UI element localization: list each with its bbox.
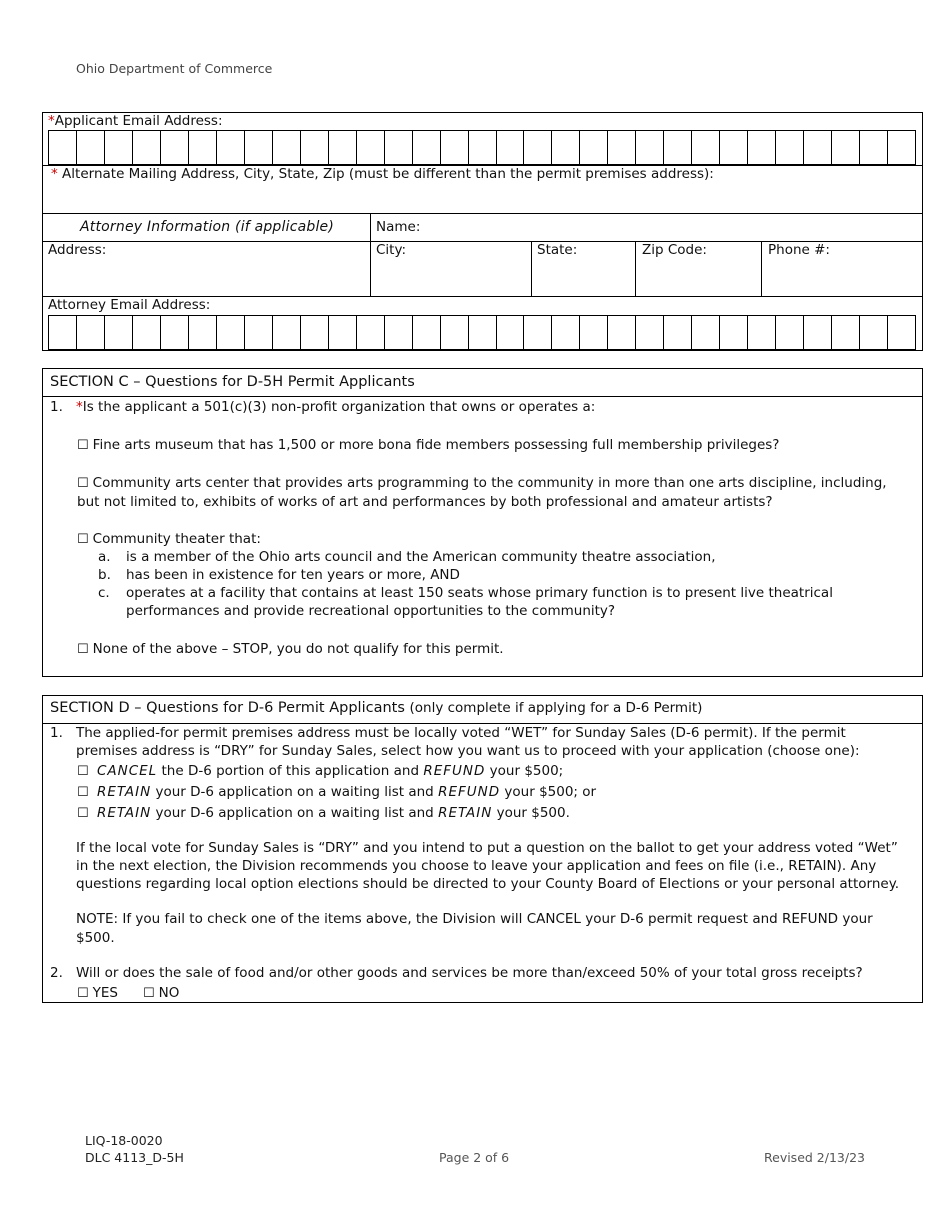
option-retain-refund: ☐ RETAIN your D-6 application on a waiting list and REFUND your $500; or: [77, 784, 597, 800]
sub-item-b-letter: b.: [98, 567, 111, 583]
section-c-q1-number: 1.: [50, 399, 63, 415]
sunday-sales-paragraph-line2: in the next election, the Division recommends you choose to leave your application and fees on file (i.e., RETAIN). Any: [76, 858, 877, 874]
attorney-heading: Attorney Information (if applicable): [80, 219, 335, 235]
option-community-arts-center-cont: but not limited to, exhibits of works of art and performances by both professional and amateur artists?: [77, 494, 773, 510]
email-char-cell[interactable]: [524, 316, 552, 349]
email-char-cell[interactable]: [832, 316, 860, 349]
email-char-cell[interactable]: [524, 131, 552, 164]
required-marker: *: [76, 399, 83, 415]
email-char-cell[interactable]: [580, 131, 608, 164]
attorney-city-label: City:: [376, 242, 407, 258]
checkbox-museum[interactable]: ☐: [77, 438, 89, 453]
section-d-q1-number: 1.: [50, 725, 63, 741]
sunday-sales-paragraph-line3: questions regarding local option elections should be directed to your County Board of Elections or your personal attorney.: [76, 876, 900, 892]
email-char-cell[interactable]: [469, 316, 497, 349]
email-char-cell[interactable]: [441, 316, 469, 349]
email-char-cell[interactable]: [217, 131, 245, 164]
email-char-cell[interactable]: [776, 316, 804, 349]
email-char-cell[interactable]: [329, 131, 357, 164]
section-d-title: SECTION D – Questions for D-6 Permit Applicants (only complete if applying for a D-6 Permit): [50, 700, 703, 716]
email-char-cell[interactable]: [357, 131, 385, 164]
email-char-cell[interactable]: [49, 131, 77, 164]
email-char-cell[interactable]: [720, 316, 748, 349]
attorney-state-label: State:: [537, 242, 578, 258]
checkbox-theater[interactable]: ☐: [77, 532, 89, 547]
alt-mailing-input[interactable]: [46, 186, 918, 212]
email-char-cell[interactable]: [49, 316, 77, 349]
email-char-cell[interactable]: [133, 316, 161, 349]
sub-item-c-cont: performances and provide recreational opportunities to the community?: [126, 603, 616, 619]
attorney-zip-input[interactable]: [640, 260, 758, 294]
note-line1: NOTE: If you fail to check one of the items above, the Division will CANCEL your D-6 permit request and REFUND your: [76, 911, 873, 927]
sub-item-c: operates at a facility that contains at least 150 seats whose primary function is to present live theatrical: [126, 585, 833, 601]
form-id: LIQ-18-0020: [85, 1133, 163, 1148]
email-char-cell[interactable]: [161, 131, 189, 164]
agency-name: Ohio Department of Commerce: [76, 61, 273, 76]
email-char-cell[interactable]: [441, 131, 469, 164]
revised-date: Revised 2/13/23: [764, 1150, 865, 1165]
email-char-cell[interactable]: [748, 316, 776, 349]
attorney-email-input[interactable]: [48, 315, 916, 350]
form-code: DLC 4113_D-5H: [85, 1150, 184, 1165]
section-d-q2-text: Will or does the sale of food and/or other goods and services be more than/exceed 50% of your total gross receipts?: [76, 965, 863, 981]
section-c-title: SECTION C – Questions for D-5H Permit Applicants: [50, 374, 415, 390]
applicant-email-input[interactable]: [48, 130, 916, 165]
checkbox-yes[interactable]: ☐: [77, 986, 89, 1001]
section-d-q1-line1: The applied-for permit premises address must be locally voted “WET” for Sunday Sales (D-6 permit). If the permit: [76, 725, 846, 741]
checkbox-retain-retain[interactable]: ☐: [77, 806, 89, 821]
yes-option: ☐ YES: [77, 985, 119, 1001]
attorney-phone-input[interactable]: [765, 260, 919, 294]
email-char-cell[interactable]: [469, 131, 497, 164]
sub-item-c-letter: c.: [98, 585, 110, 601]
email-char-cell[interactable]: [497, 131, 525, 164]
note-line2: $500.: [76, 930, 115, 946]
email-char-cell[interactable]: [608, 316, 636, 349]
email-char-cell[interactable]: [385, 131, 413, 164]
section-d-q2-number: 2.: [50, 965, 63, 981]
option-retain-retain: ☐ RETAIN your D-6 application on a waiting list and RETAIN your $500.: [77, 805, 570, 821]
checkbox-no[interactable]: ☐: [143, 986, 155, 1001]
attorney-name-input[interactable]: [420, 215, 918, 239]
email-char-cell[interactable]: [497, 316, 525, 349]
section-d-note: (only complete if applying for a D-6 Permit): [409, 700, 703, 716]
checkbox-cancel-refund[interactable]: ☐: [77, 764, 89, 779]
email-char-cell[interactable]: [664, 316, 692, 349]
email-char-cell[interactable]: [860, 131, 888, 164]
sub-item-b: has been in existence for ten years or more, AND: [126, 567, 460, 583]
email-char-cell[interactable]: [413, 131, 441, 164]
email-char-cell[interactable]: [245, 131, 273, 164]
email-char-cell[interactable]: [748, 131, 776, 164]
required-marker: *: [51, 166, 58, 182]
email-char-cell[interactable]: [105, 131, 133, 164]
attorney-email-label: Attorney Email Address:: [48, 297, 211, 313]
email-char-cell[interactable]: [357, 316, 385, 349]
email-char-cell[interactable]: [273, 316, 301, 349]
attorney-zip-label: Zip Code:: [642, 242, 707, 258]
attorney-phone-label: Phone #:: [768, 242, 830, 258]
email-char-cell[interactable]: [552, 131, 580, 164]
sub-item-a: is a member of the Ohio arts council and the American community theatre association,: [126, 549, 716, 565]
alt-mailing-label: * Alternate Mailing Address, City, State, Zip (must be different than the permit premises address):: [51, 166, 714, 182]
attorney-city-input[interactable]: [374, 260, 528, 294]
no-option: ☐ NO: [143, 985, 180, 1001]
section-c-q1-text: *Is the applicant a 501(c)(3) non-profit organization that owns or operates a:: [76, 399, 596, 415]
email-char-cell[interactable]: [608, 131, 636, 164]
email-char-cell[interactable]: [217, 316, 245, 349]
page-number: Page 2 of 6: [439, 1150, 510, 1165]
email-char-cell[interactable]: [580, 316, 608, 349]
email-char-cell[interactable]: [692, 131, 720, 164]
email-char-cell[interactable]: [301, 316, 329, 349]
email-char-cell[interactable]: [636, 131, 664, 164]
email-char-cell[interactable]: [888, 316, 915, 349]
attorney-address-label: Address:: [48, 242, 107, 258]
option-fine-arts-museum: ☐ Fine arts museum that has 1,500 or more bona fide members possessing full membership privileges?: [77, 437, 780, 453]
email-char-cell[interactable]: [552, 316, 580, 349]
email-char-cell[interactable]: [692, 316, 720, 349]
checkbox-retain-refund[interactable]: ☐: [77, 785, 89, 800]
attorney-state-input[interactable]: [535, 260, 632, 294]
sub-item-a-letter: a.: [98, 549, 111, 565]
email-char-cell[interactable]: [161, 316, 189, 349]
option-cancel-refund: ☐ CANCEL the D-6 portion of this application and REFUND your $500;: [77, 763, 564, 779]
email-char-cell[interactable]: [301, 131, 329, 164]
email-char-cell[interactable]: [888, 131, 915, 164]
email-char-cell[interactable]: [273, 131, 301, 164]
email-char-cell[interactable]: [832, 131, 860, 164]
email-char-cell[interactable]: [77, 316, 105, 349]
attorney-address-input[interactable]: [46, 260, 366, 294]
email-char-cell[interactable]: [189, 131, 217, 164]
checkbox-arts-center[interactable]: ☐: [77, 476, 89, 491]
option-none: ☐ None of the above – STOP, you do not qualify for this permit.: [77, 641, 504, 657]
email-char-cell[interactable]: [329, 316, 357, 349]
email-char-cell[interactable]: [804, 131, 832, 164]
option-community-theater: ☐ Community theater that:: [77, 531, 261, 547]
email-char-cell[interactable]: [720, 131, 748, 164]
email-char-cell[interactable]: [804, 316, 832, 349]
email-char-cell[interactable]: [413, 316, 441, 349]
required-marker: *: [48, 113, 55, 129]
email-char-cell[interactable]: [385, 316, 413, 349]
email-char-cell[interactable]: [245, 316, 273, 349]
applicant-email-label: *Applicant Email Address:: [48, 113, 223, 129]
email-char-cell[interactable]: [77, 131, 105, 164]
email-char-cell[interactable]: [664, 131, 692, 164]
option-community-arts-center: ☐ Community arts center that provides arts programming to the community in more than one arts discipline, including,: [77, 475, 887, 491]
email-char-cell[interactable]: [105, 316, 133, 349]
sunday-sales-paragraph-line1: If the local vote for Sunday Sales is “DRY” and you intend to put a question on the ballot to get your address voted “Wet”: [76, 840, 898, 856]
email-char-cell[interactable]: [189, 316, 217, 349]
email-char-cell[interactable]: [636, 316, 664, 349]
attorney-name-label: Name:: [376, 219, 421, 235]
checkbox-none[interactable]: ☐: [77, 642, 89, 657]
email-char-cell[interactable]: [133, 131, 161, 164]
section-d-q1-line2: premises address is “DRY” for Sunday Sales, select how you want us to proceed with your application (choose one):: [76, 743, 860, 759]
email-char-cell[interactable]: [776, 131, 804, 164]
email-char-cell[interactable]: [860, 316, 888, 349]
